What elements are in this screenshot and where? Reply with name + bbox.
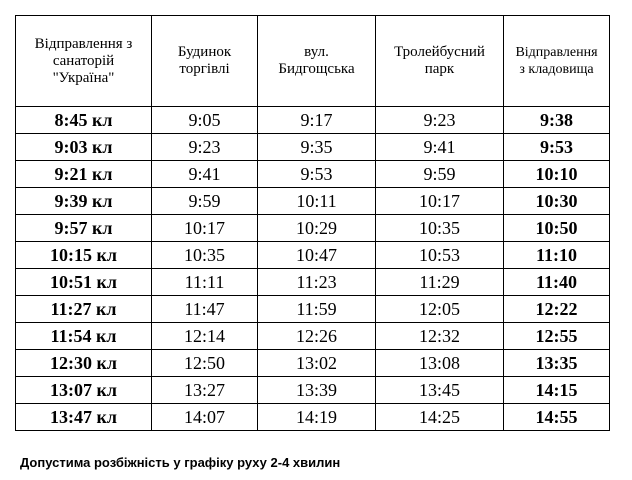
table-cell: 10:29 bbox=[258, 215, 376, 242]
table-cell: 9:23 bbox=[152, 134, 258, 161]
table-cell: 10:47 bbox=[258, 242, 376, 269]
table-cell: 10:11 bbox=[258, 188, 376, 215]
table-cell: 12:50 bbox=[152, 350, 258, 377]
header-row bbox=[16, 16, 610, 107]
schedule-footnote: Допустима розбіжність у графіку руху 2-4 хвилин bbox=[20, 455, 341, 470]
table-cell: 13:27 bbox=[152, 377, 258, 404]
table-cell: 9:03 кл bbox=[16, 134, 152, 161]
table-cell: 10:17 bbox=[376, 188, 504, 215]
table-row bbox=[16, 242, 610, 269]
table-row bbox=[16, 377, 610, 404]
table-cell: 9:59 bbox=[376, 161, 504, 188]
table-cell: 9:23 bbox=[376, 107, 504, 134]
header-departure-cemetery: Відправлення з кладовища bbox=[504, 16, 610, 107]
table-row bbox=[16, 323, 610, 350]
schedule-table bbox=[15, 15, 610, 431]
table-cell: 13:47 кл bbox=[16, 404, 152, 431]
table-cell: 12:55 bbox=[504, 323, 610, 350]
table-cell: 10:30 bbox=[504, 188, 610, 215]
table-cell: 11:40 bbox=[504, 269, 610, 296]
table-cell: 9:38 bbox=[504, 107, 610, 134]
table-cell: 9:35 bbox=[258, 134, 376, 161]
table-cell: 12:14 bbox=[152, 323, 258, 350]
table-cell: 9:53 bbox=[258, 161, 376, 188]
table-cell: 9:05 bbox=[152, 107, 258, 134]
table-row bbox=[16, 107, 610, 134]
table-cell: 9:17 bbox=[258, 107, 376, 134]
table-cell: 10:10 bbox=[504, 161, 610, 188]
table-cell: 11:11 bbox=[152, 269, 258, 296]
table-cell: 10:53 bbox=[376, 242, 504, 269]
table-row bbox=[16, 215, 610, 242]
table-cell: 10:15 кл bbox=[16, 242, 152, 269]
table-cell: 9:59 bbox=[152, 188, 258, 215]
table-cell: 11:59 bbox=[258, 296, 376, 323]
table-row bbox=[16, 269, 610, 296]
table-cell: 11:47 bbox=[152, 296, 258, 323]
table-cell: 9:53 bbox=[504, 134, 610, 161]
table-cell: 13:08 bbox=[376, 350, 504, 377]
table-cell: 13:02 bbox=[258, 350, 376, 377]
table-row bbox=[16, 134, 610, 161]
table-cell: 10:35 bbox=[152, 242, 258, 269]
table-cell: 14:07 bbox=[152, 404, 258, 431]
table-row bbox=[16, 296, 610, 323]
table-cell: 14:15 bbox=[504, 377, 610, 404]
table-cell: 11:54 кл bbox=[16, 323, 152, 350]
table-row bbox=[16, 161, 610, 188]
table-cell: 9:21 кл bbox=[16, 161, 152, 188]
table-cell: 14:19 bbox=[258, 404, 376, 431]
table-cell: 13:07 кл bbox=[16, 377, 152, 404]
table-cell: 12:30 кл bbox=[16, 350, 152, 377]
table-cell: 9:39 кл bbox=[16, 188, 152, 215]
table-cell: 10:17 bbox=[152, 215, 258, 242]
table-cell: 12:22 bbox=[504, 296, 610, 323]
table-cell: 11:23 bbox=[258, 269, 376, 296]
table-cell: 13:35 bbox=[504, 350, 610, 377]
header-departure-sanatorium: Відправлення з санаторій "Україна" bbox=[16, 16, 152, 107]
header-trolleybus-park: Тролейбусний парк bbox=[376, 16, 504, 107]
table-cell: 9:41 bbox=[152, 161, 258, 188]
table-cell: 14:55 bbox=[504, 404, 610, 431]
table-cell: 10:35 bbox=[376, 215, 504, 242]
table-cell: 10:51 кл bbox=[16, 269, 152, 296]
table-row bbox=[16, 350, 610, 377]
table-cell: 13:45 bbox=[376, 377, 504, 404]
table-cell: 14:25 bbox=[376, 404, 504, 431]
table-cell: 13:39 bbox=[258, 377, 376, 404]
table-row bbox=[16, 188, 610, 215]
table-cell: 8:45 кл bbox=[16, 107, 152, 134]
table-row bbox=[16, 404, 610, 431]
table-cell: 11:10 bbox=[504, 242, 610, 269]
table-cell: 11:27 кл bbox=[16, 296, 152, 323]
table-cell: 12:05 bbox=[376, 296, 504, 323]
header-bydgoshchska-street: вул. Бидгощська bbox=[258, 16, 376, 107]
table-cell: 11:29 bbox=[376, 269, 504, 296]
header-trade-house: Будинок торгівлі bbox=[152, 16, 258, 107]
table-cell: 9:41 bbox=[376, 134, 504, 161]
table-cell: 12:32 bbox=[376, 323, 504, 350]
table-cell: 12:26 bbox=[258, 323, 376, 350]
table-cell: 10:50 bbox=[504, 215, 610, 242]
table-cell: 9:57 кл bbox=[16, 215, 152, 242]
